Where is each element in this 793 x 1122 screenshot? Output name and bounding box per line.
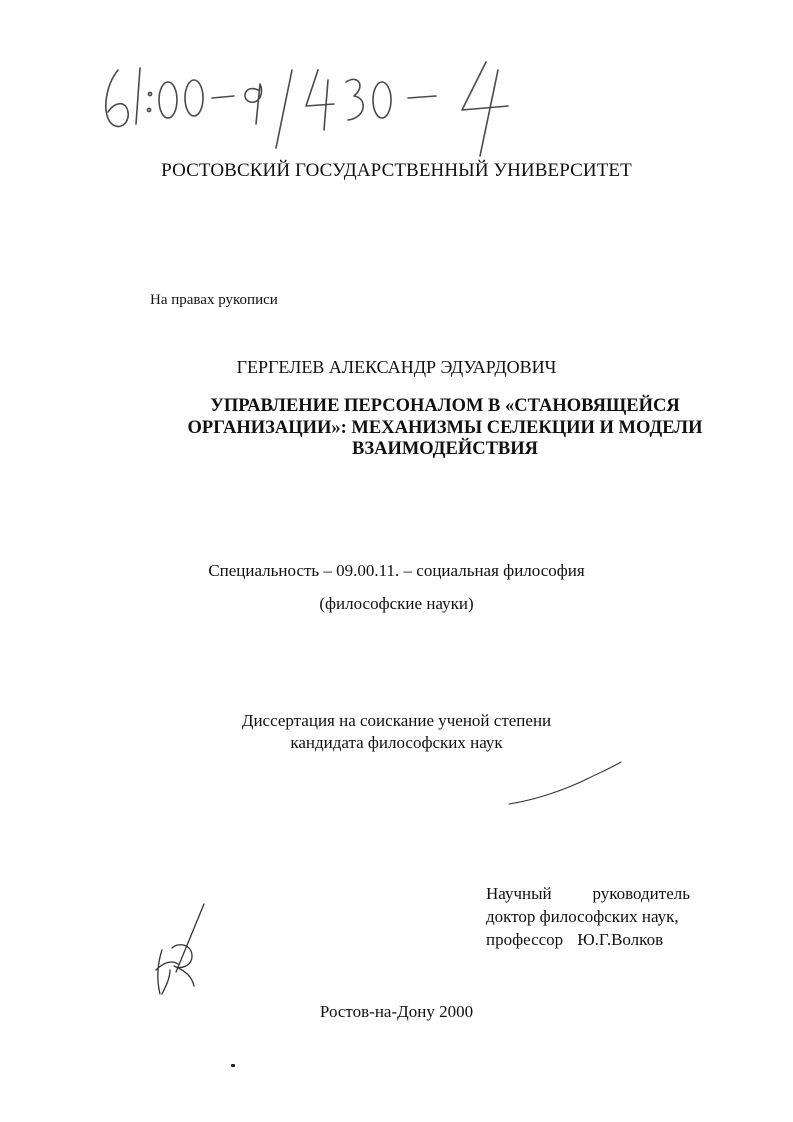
dissertation-line: кандидата философских наук <box>290 733 503 752</box>
specialty: Специальность – 09.00.11. – социальная философия <box>208 561 585 580</box>
science-branch: (философские науки) <box>319 594 474 613</box>
ink-speck <box>231 1064 235 1067</box>
handwritten-archive-code <box>96 40 556 160</box>
title-line: ОРГАНИЗАЦИИ»: МЕХАНИЗМЫ СЕЛЕКЦИИ И МОДЕЛИ <box>187 417 703 438</box>
rights-note: На правах рукописи <box>150 292 278 308</box>
supervisor-label-word: руководитель <box>592 884 690 903</box>
title-line: УПРАВЛЕНИЕ ПЕРСОНАЛОМ В «СТАНОВЯЩЕЙСЯ <box>210 396 680 416</box>
handwritten-signature <box>148 900 218 1000</box>
supervisor-degree: доктор философских наук, <box>486 907 679 926</box>
dissertation-line: Диссертация на соискание ученой степени <box>241 711 552 730</box>
supervisor-name: Ю.Г.Волков <box>577 930 664 949</box>
supervisor-label-word: Научный <box>486 884 552 903</box>
city-and-year: Ростов-на-Дону 2000 <box>319 1002 474 1021</box>
pen-stroke-mark <box>505 760 625 810</box>
dissertation-statement <box>0 710 793 754</box>
title-line: ВЗАИМОДЕЙСТВИЯ <box>351 439 539 459</box>
supervisor-rank: профессор <box>486 930 564 949</box>
university-name: РОСТОВСКИЙ ГОСУДАРСТВЕННЫЙ УНИВЕРСИТЕТ <box>161 160 632 181</box>
scientific-supervisor <box>486 882 690 951</box>
dissertation-title <box>140 396 750 461</box>
author-name: ГЕРГЕЛЕВ АЛЕКСАНДР ЭДУАРДОВИЧ <box>236 357 557 377</box>
